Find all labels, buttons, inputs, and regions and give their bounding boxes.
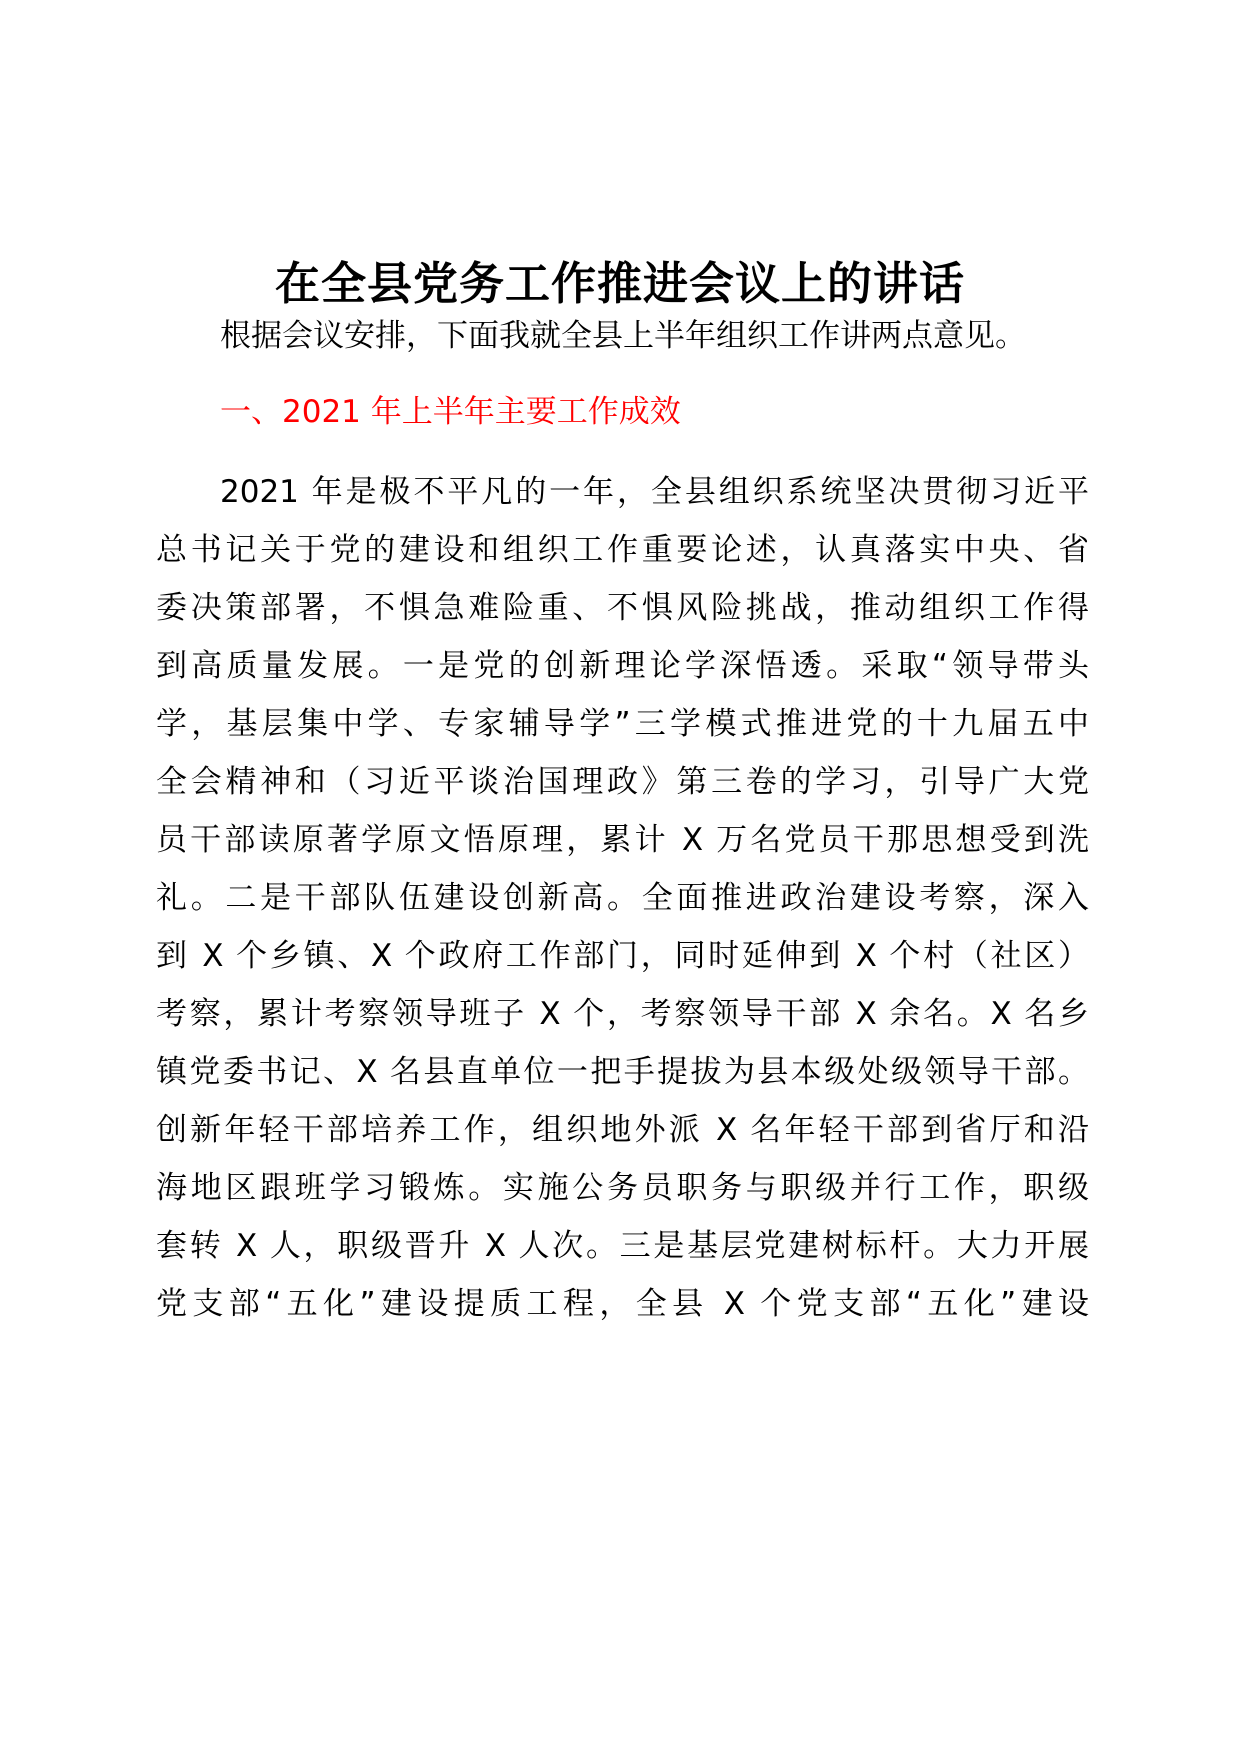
body-line: 套转 X 人，职级晋升 X 人次。三是基层党建树标杆。大力开展 xyxy=(156,1228,1089,1264)
body-line: 到高质量发展。一是党的创新理论学深悟透。采取“领导带头 xyxy=(156,648,1089,684)
body-line: 到 X 个乡镇、X 个政府工作部门，同时延伸到 X 个村（社区） xyxy=(156,938,1089,974)
body-line: 党支部“五化”建设提质工程，全县 X 个党支部“五化”建设 xyxy=(156,1286,1089,1322)
body-line: 海地区跟班学习锻炼。实施公务员职务与职级并行工作，职级 xyxy=(156,1170,1089,1206)
body-line: 2021 年是极不平凡的一年，全县组织系统坚决贯彻习近平 xyxy=(220,474,1089,510)
body-line: 委决策部署，不惧急难险重、不惧风险挑战，推动组织工作得 xyxy=(156,590,1089,626)
intro-paragraph: 根据会议安排，下面我就全县上半年组织工作讲两点意见。 xyxy=(220,318,1026,354)
document-title: 在全县党务工作推进会议上的讲话 xyxy=(274,257,965,310)
body-line: 镇党委书记、X 名县直单位一把手提拔为县本级处级领导干部。 xyxy=(156,1054,1089,1090)
body-line: 考察，累计考察领导班子 X 个，考察领导干部 X 余名。X 名乡 xyxy=(156,996,1089,1032)
body-line: 礼。二是干部队伍建设创新高。全面推进政治建设考察，深入 xyxy=(156,880,1089,916)
body-line: 员干部读原著学原文悟原理，累计 X 万名党员干那思想受到洗 xyxy=(156,822,1089,858)
section-heading: 一、2021 年上半年主要工作成效 xyxy=(220,394,681,430)
body-line: 学，基层集中学、专家辅导学”三学模式推进党的十九届五中 xyxy=(156,706,1089,742)
body-line: 创新年轻干部培养工作，组织地外派 X 名年轻干部到省厅和沿 xyxy=(156,1112,1089,1148)
body-line: 总书记关于党的建设和组织工作重要论述，认真落实中央、省 xyxy=(156,532,1089,568)
body-line: 全会精神和（习近平谈治国理政》第三卷的学习，引导广大党 xyxy=(156,764,1089,800)
